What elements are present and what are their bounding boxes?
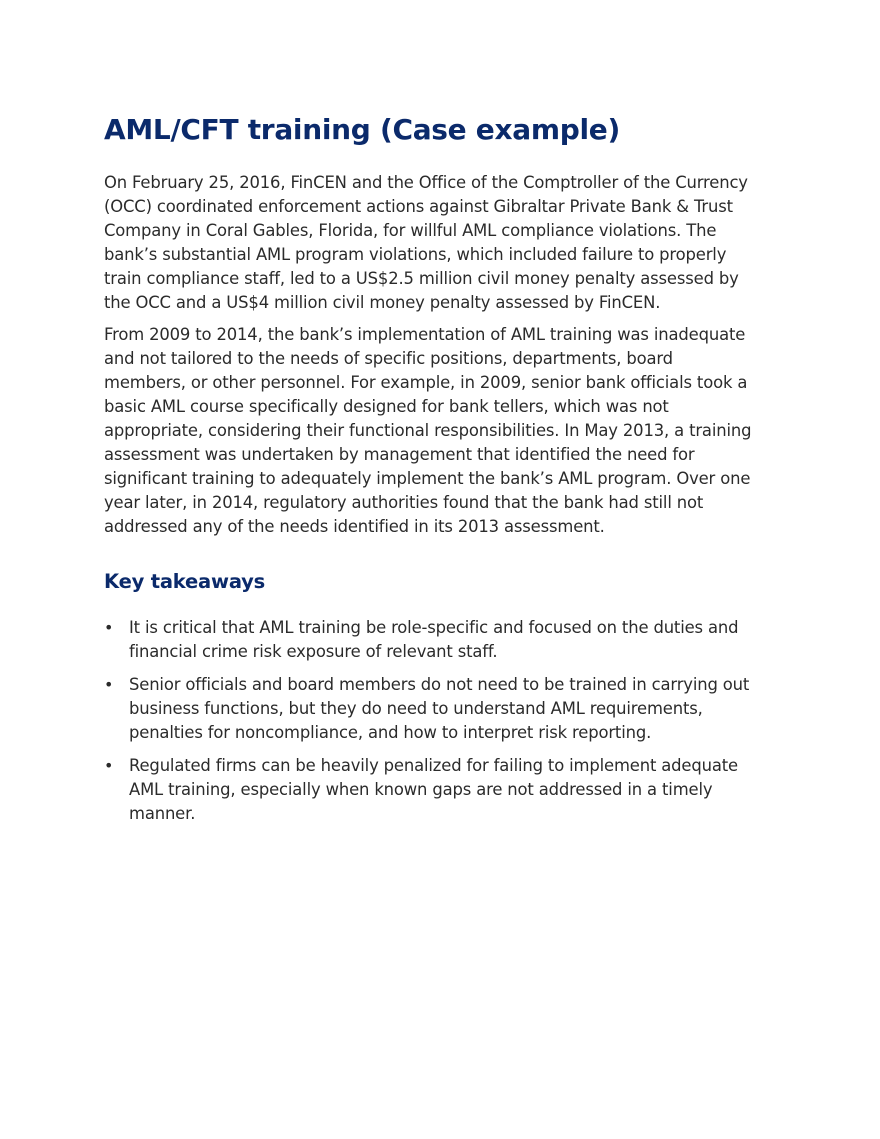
list-item [104,754,754,826]
bullet-icon: • [104,756,114,775]
case-paragraph-training-history: From 2009 to 2014, the bank’s implementation of AML training was inadequate and not tailored to the needs of specific positions, departments, board members, or other personnel. For example, in 2009, senior bank officials took a basic AML course specifically designed for bank tellers, which was not appropriate, considering their functional responsibilities. In May 2013, a training assessment was undertaken by management that identified the need for significant training to adequately implement the bank’s AML program. Over one year later, in 2014, regulatory authorities found that the bank had still not addressed any of the needs identified in its 2013 assessment. [104,325,752,536]
key-takeaways-heading: Key takeaways [104,570,266,593]
list-item [104,673,754,745]
takeaway-text: Regulated firms can be heavily penalized for failing to implement adequate AML training, especially when known gaps are not addressed in a timely manner. [129,756,738,823]
case-paragraph-enforcement: On February 25, 2016, FinCEN and the Office of the Comptroller of the Currency (OCC) coordinated enforcement actions against Gibraltar Private Bank & Trust Company in Coral Gables, Florida, for willful AML compliance violations. The bank’s substantial AML program violations, which included failure to properly train compliance staff, led to a US$2.5 million civil money penalty assessed by the OCC and a US$4 million civil money penalty assessed by FinCEN. [104,173,748,312]
page-title: AML/CFT training (Case example) [104,113,620,146]
takeaway-text: It is critical that AML training be role-specific and focused on the duties and financial crime risk exposure of relevant staff. [129,618,739,661]
document-page [104,112,754,835]
bullet-icon: • [104,675,114,694]
bullet-icon: • [104,618,114,637]
takeaway-text: Senior officials and board members do not need to be trained in carrying out business functions, but they do need to understand AML requirements, penalties for noncompliance, and how to interpret risk reporting. [129,675,750,742]
key-takeaways-list [104,616,754,826]
list-item [104,616,754,664]
